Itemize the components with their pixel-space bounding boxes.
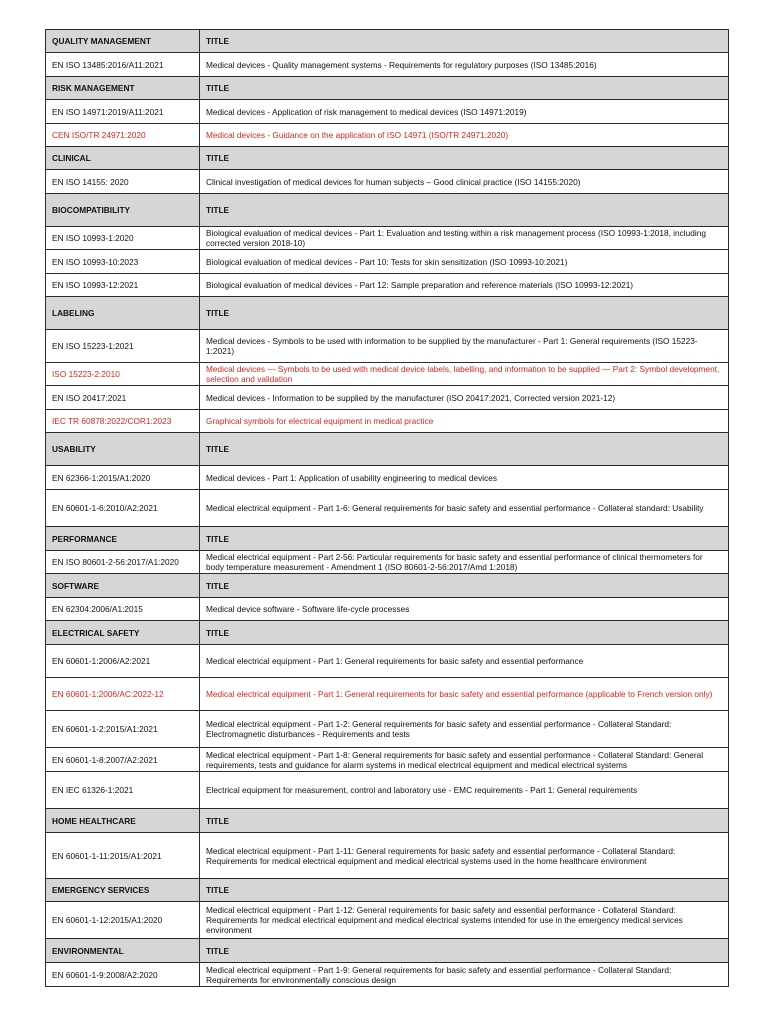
- title-column-header: TITLE: [200, 527, 729, 551]
- section-name: RISK MANAGEMENT: [46, 77, 200, 100]
- section-name: ENVIRONMENTAL: [46, 939, 200, 963]
- section-header-row: [46, 809, 729, 833]
- standard-row: [46, 711, 729, 748]
- section-name: PERFORMANCE: [46, 527, 200, 551]
- section-name: BIOCOMPATIBILITY: [46, 194, 200, 227]
- section-name: SOFTWARE: [46, 574, 200, 598]
- title-column-header: TITLE: [200, 77, 729, 100]
- standard-title: Biological evaluation of medical devices - Part 1: Evaluation and testing within a risk management process (ISO 10993-1:2018, including corrected version 2018-10): [200, 227, 729, 250]
- standard-title: Medical devices - Symbols to be used with information to be supplied by the manufacturer - Part 1: General requirements (ISO 15223-1:2021): [200, 330, 729, 363]
- standard-code: EN 62304:2006/A1:2015: [46, 598, 200, 621]
- standard-title: Biological evaluation of medical devices - Part 12: Sample preparation and reference materials (ISO 10993-12:2021): [200, 274, 729, 297]
- standard-code: CEN ISO/TR 24971:2020: [46, 124, 200, 147]
- standard-row: [46, 598, 729, 621]
- standard-row: [46, 250, 729, 274]
- standard-title: Clinical investigation of medical devices for human subjects – Good clinical practice (ISO 14155:2020): [200, 170, 729, 194]
- section-name: EMERGENCY SERVICES: [46, 879, 200, 902]
- title-column-header: TITLE: [200, 297, 729, 330]
- standard-title: Medical devices - Application of risk management to medical devices (ISO 14971:2019): [200, 100, 729, 124]
- standard-row: [46, 772, 729, 809]
- title-column-header: TITLE: [200, 939, 729, 963]
- standard-row: [46, 963, 729, 987]
- section-name: HOME HEALTHCARE: [46, 809, 200, 833]
- standard-row: [46, 363, 729, 386]
- standard-code: EN ISO 14971:2019/A11:2021: [46, 100, 200, 124]
- standard-title: Medical devices - Quality management systems - Requirements for regulatory purposes (ISO 13485:2016): [200, 53, 729, 77]
- section-header-row: [46, 194, 729, 227]
- standard-code: EN 60601-1-2:2015/A1:2021: [46, 711, 200, 748]
- standard-row: [46, 53, 729, 77]
- title-column-header: TITLE: [200, 194, 729, 227]
- standard-row: [46, 330, 729, 363]
- title-column-header: TITLE: [200, 809, 729, 833]
- section-header-row: [46, 297, 729, 330]
- standard-title: Medical electrical equipment - Part 1-11: General requirements for basic safety and essential performance - Collateral Standard: Requirements for medical electrical equipment and medical electrical systems used in the home healthcare environment: [200, 833, 729, 879]
- standard-title: Medical electrical equipment - Part 1-8: General requirements for basic safety and essential performance - Collateral Standard: General requirements, tests and guidance for alarm systems in medical electrical equipment and medical electrical systems: [200, 748, 729, 772]
- standard-code: EN ISO 13485:2016/A11:2021: [46, 53, 200, 77]
- section-header-row: [46, 433, 729, 466]
- section-header-row: [46, 621, 729, 645]
- section-name: ELECTRICAL SAFETY: [46, 621, 200, 645]
- standard-row: [46, 902, 729, 939]
- title-column-header: TITLE: [200, 433, 729, 466]
- standard-title: Medical devices - Part 1: Application of usability engineering to medical devices: [200, 466, 729, 490]
- standard-row: [46, 466, 729, 490]
- standard-row: [46, 274, 729, 297]
- standard-title: Medical electrical equipment - Part 1-12: General requirements for basic safety and essential performance - Collateral Standard: Requirements for medical electrical equipment and medical electrical systems intended for use in the emergency medical services environment: [200, 902, 729, 939]
- standard-code: EN ISO 14155: 2020: [46, 170, 200, 194]
- standard-row: [46, 386, 729, 410]
- section-name: CLINICAL: [46, 147, 200, 170]
- standard-title: Medical electrical equipment - Part 2-56: Particular requirements for basic safety and essential performance of clinical thermometers for body temperature measurement - Amendment 1 (ISO 80601-2-56:2017/Amd 1:2018): [200, 551, 729, 574]
- standard-code: EN ISO 20417:2021: [46, 386, 200, 410]
- section-header-row: [46, 527, 729, 551]
- section-name: LABELING: [46, 297, 200, 330]
- standard-code: EN ISO 10993-12:2021: [46, 274, 200, 297]
- standard-row: [46, 100, 729, 124]
- standard-code: EN 60601-1:2006/A2:2021: [46, 645, 200, 678]
- standard-title: Medical electrical equipment - Part 1-6: General requirements for basic safety and essential performance - Collateral standard: Usability: [200, 490, 729, 527]
- standard-title: Medical device software - Software life-cycle processes: [200, 598, 729, 621]
- standard-title: Medical electrical equipment - Part 1: General requirements for basic safety and essential performance: [200, 645, 729, 678]
- section-header-row: [46, 879, 729, 902]
- standard-code: EN ISO 80601-2-56:2017/A1:2020: [46, 551, 200, 574]
- standard-title: Graphical symbols for electrical equipment in medical practice: [200, 410, 729, 433]
- standard-title: Medical electrical equipment - Part 1-9: General requirements for basic safety and essential performance - Collateral Standard: Requirements for environmentally conscious design: [200, 963, 729, 987]
- title-column-header: TITLE: [200, 879, 729, 902]
- standard-code: EN 60601-1-8:2007/A2:2021: [46, 748, 200, 772]
- standard-row: [46, 833, 729, 879]
- section-header-row: [46, 939, 729, 963]
- title-column-header: TITLE: [200, 147, 729, 170]
- section-name: QUALITY MANAGEMENT: [46, 30, 200, 53]
- standard-row: [46, 170, 729, 194]
- title-column-header: TITLE: [200, 574, 729, 598]
- section-header-row: [46, 77, 729, 100]
- standards-table: [45, 29, 729, 987]
- section-header-row: [46, 574, 729, 598]
- standards-table-body: [46, 30, 729, 987]
- standard-row: [46, 227, 729, 250]
- standard-row: [46, 551, 729, 574]
- standard-title: Medical devices - Information to be supplied by the manufacturer (ISO 20417:2021, Corrected version 2021-12): [200, 386, 729, 410]
- standard-code: EN ISO 10993-1:2020: [46, 227, 200, 250]
- standard-code: EN 60601-1-11:2015/A1:2021: [46, 833, 200, 879]
- standard-code: EN IEC 61326-1:2021: [46, 772, 200, 809]
- standard-row: [46, 410, 729, 433]
- standard-title: Biological evaluation of medical devices - Part 10: Tests for skin sensitization (ISO 10993-10:2021): [200, 250, 729, 274]
- standard-code: EN 60601-1-9:2008/A2:2020: [46, 963, 200, 987]
- section-header-row: [46, 30, 729, 53]
- standard-row: [46, 124, 729, 147]
- standard-code: IEC TR 60878:2022/COR1:2023: [46, 410, 200, 433]
- standard-code: EN 60601-1-6:2010/A2:2021: [46, 490, 200, 527]
- standard-row: [46, 678, 729, 711]
- standard-title: Medical devices - Guidance on the application of ISO 14971 (ISO/TR 24971:2020): [200, 124, 729, 147]
- standard-code: ISO 15223-2:2010: [46, 363, 200, 386]
- standard-title: Medical devices — Symbols to be used with medical device labels, labelling, and information to be supplied — Part 2: Symbol development, selection and validation: [200, 363, 729, 386]
- standard-title: Electrical equipment for measurement, control and laboratory use - EMC requirements - Part 1: General requirements: [200, 772, 729, 809]
- standard-code: EN 60601-1-12:2015/A1:2020: [46, 902, 200, 939]
- section-name: USABILITY: [46, 433, 200, 466]
- standard-code: EN ISO 15223-1:2021: [46, 330, 200, 363]
- title-column-header: TITLE: [200, 621, 729, 645]
- title-column-header: TITLE: [200, 30, 729, 53]
- standard-code: EN 60601-1:2006/AC:2022-12: [46, 678, 200, 711]
- standard-title: Medical electrical equipment - Part 1: General requirements for basic safety and essential performance (applicable to French version only): [200, 678, 729, 711]
- standard-row: [46, 490, 729, 527]
- section-header-row: [46, 147, 729, 170]
- standard-code: EN 62366-1:2015/A1:2020: [46, 466, 200, 490]
- standard-row: [46, 748, 729, 772]
- standard-code: EN ISO 10993-10:2023: [46, 250, 200, 274]
- standard-title: Medical electrical equipment - Part 1-2: General requirements for basic safety and essential performance - Collateral Standard: Electromagnetic disturbances - Requirements and tests: [200, 711, 729, 748]
- standard-row: [46, 645, 729, 678]
